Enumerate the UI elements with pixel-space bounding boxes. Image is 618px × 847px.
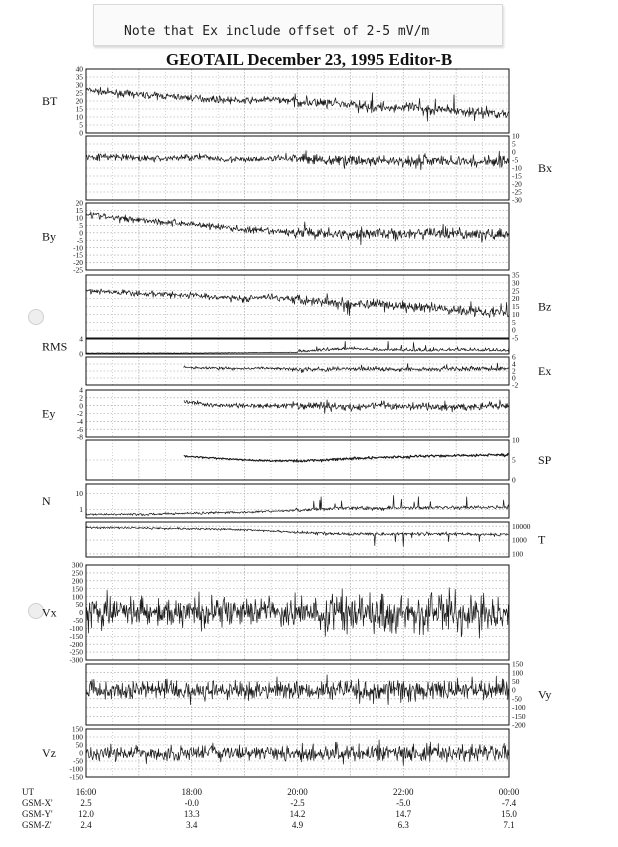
y-tick-label: -100 [512, 703, 526, 713]
y-tick-label: -6 [76, 424, 83, 434]
x-tick-label: -2.5 [290, 798, 305, 808]
y-tick-label: 10 [75, 489, 83, 499]
panel-T [86, 522, 546, 559]
panel-label: N [42, 494, 51, 508]
panel-label: Ex [538, 364, 552, 378]
y-tick-label: 15 [512, 302, 520, 312]
y-tick-label: 10 [512, 131, 520, 141]
panel-Vy [86, 660, 551, 730]
x-tick-label: 18:00 [181, 787, 203, 797]
panel-Vz [42, 725, 509, 782]
y-tick-label: -50 [512, 694, 522, 704]
panel-label: T [538, 532, 546, 547]
series-trace-SP [184, 454, 509, 463]
y-tick-label: -10 [73, 243, 83, 253]
y-tick-label: 0 [79, 748, 83, 758]
y-tick-label: 1000 [512, 535, 527, 545]
y-tick-label: -8 [76, 432, 83, 442]
y-tick-label: -5 [512, 333, 519, 343]
panel-label: Vx [42, 605, 57, 620]
y-tick-label: 25 [512, 286, 520, 296]
x-axis-row-1 [22, 798, 517, 808]
y-tick-label: -200 [69, 639, 83, 649]
y-tick-label: 0 [79, 128, 83, 138]
y-tick-label: -250 [69, 647, 83, 657]
y-tick-label: 5 [512, 317, 516, 327]
x-tick-label: 20:00 [287, 787, 308, 797]
y-tick-label: 0 [512, 475, 516, 485]
y-tick-label: -15 [512, 171, 522, 181]
y-tick-label: -100 [69, 764, 83, 774]
y-tick-label: 50 [512, 677, 520, 687]
note-text: Note that Ex include offset of 2-5 mV/m [124, 24, 430, 39]
y-tick-label: -10 [512, 163, 522, 173]
y-tick-label: 4 [79, 334, 83, 344]
panel-Ey [42, 386, 509, 442]
y-tick-label: 25 [75, 88, 83, 98]
x-tick-label: -0.0 [184, 798, 199, 808]
y-tick-label: 5 [512, 455, 516, 465]
y-tick-label: -200 [512, 720, 526, 730]
x-tick-label: -7.4 [501, 798, 517, 808]
y-tick-label: 150 [71, 724, 83, 734]
series-trace-Ey [184, 400, 509, 413]
y-tick-label: 0 [512, 373, 516, 383]
y-tick-label: -50 [73, 616, 83, 626]
y-tick-label: -5 [76, 235, 83, 245]
panel-Bx [86, 132, 552, 205]
y-tick-label: 200 [71, 576, 83, 586]
panel-label: RMS [42, 339, 68, 354]
panel-Ex [86, 353, 551, 390]
panel-SP [86, 436, 552, 485]
panel-Vx [42, 561, 509, 665]
y-tick-label: 0 [512, 325, 516, 335]
y-tick-label: -20 [73, 258, 83, 268]
y-tick-label: 100 [71, 732, 83, 742]
y-tick-label: 35 [512, 270, 520, 280]
x-axis-row-label: GSM-X' [22, 798, 53, 808]
x-axis-row-label: UT [22, 787, 34, 797]
y-tick-label: -150 [512, 711, 526, 721]
x-axis-row-3 [22, 820, 515, 830]
panel-By [42, 199, 509, 275]
y-tick-label: 20 [75, 96, 83, 106]
y-tick-label: -30 [512, 195, 522, 205]
panel-label: Vy [538, 687, 552, 702]
y-tick-label: 20 [75, 198, 83, 208]
panel-label: Ey [42, 406, 56, 421]
x-axis-row-label: GSM-Z' [22, 820, 52, 830]
panel-Bz [86, 271, 551, 343]
y-tick-label: 10 [75, 112, 83, 122]
panel-N [42, 484, 509, 518]
panel-BT [42, 65, 509, 138]
y-tick-label: 0 [79, 349, 83, 359]
y-tick-label: -150 [69, 631, 83, 641]
x-tick-label: 13.3 [183, 809, 200, 819]
x-tick-label: 4.9 [291, 820, 304, 830]
y-tick-label: -25 [512, 187, 522, 197]
x-axis-row-2 [22, 809, 517, 819]
y-tick-label: 300 [71, 560, 83, 570]
x-axis-row-label: GSM-Y' [22, 809, 53, 819]
y-tick-label: 250 [71, 568, 83, 578]
y-tick-label: -50 [73, 756, 83, 766]
y-tick-label: 5 [79, 120, 83, 130]
y-tick-label: 0 [79, 608, 83, 618]
x-tick-label: 7.1 [503, 820, 515, 830]
x-tick-label: 2.4 [80, 820, 92, 830]
panel-frame [86, 484, 509, 518]
x-tick-label: 15.0 [501, 809, 517, 819]
y-tick-label: 15 [75, 206, 83, 216]
y-tick-label: 10 [75, 213, 83, 223]
y-tick-label: 100 [512, 668, 524, 678]
y-tick-label: -100 [69, 623, 83, 633]
x-tick-label: 12.0 [78, 809, 94, 819]
x-tick-label: 22:00 [392, 787, 414, 797]
panel-label: Bx [538, 161, 553, 175]
y-tick-label: 4 [79, 385, 83, 395]
panel-label: By [42, 229, 57, 244]
panel-label: SP [538, 453, 552, 467]
x-tick-label: 14.7 [395, 809, 412, 819]
y-tick-label: 150 [512, 659, 524, 669]
y-tick-label: -300 [69, 655, 83, 665]
panel-label: Bz [538, 299, 552, 314]
y-tick-label: 0 [79, 401, 83, 411]
panel-frame [86, 522, 509, 557]
y-tick-label: 20 [512, 294, 520, 304]
y-tick-label: 5 [512, 139, 516, 149]
y-tick-label: 10 [512, 309, 520, 319]
y-tick-label: 40 [75, 64, 83, 74]
panel-label: BT [42, 94, 58, 108]
y-tick-label: -2 [76, 409, 83, 419]
x-tick-label: 00:00 [498, 787, 520, 797]
y-tick-label: -15 [73, 250, 83, 260]
y-tick-label: -150 [69, 772, 83, 782]
chart-title: GEOTAIL December 23, 1995 Editor-B [165, 50, 453, 69]
x-tick-label: 2.5 [80, 798, 92, 808]
y-tick-label: 35 [75, 72, 83, 82]
y-tick-label: 0 [79, 228, 83, 238]
y-tick-label: -20 [512, 179, 522, 189]
x-tick-label: 16:00 [75, 787, 97, 797]
y-tick-label: -4 [76, 416, 83, 426]
y-tick-label: 0 [512, 147, 516, 157]
x-tick-label: 14.2 [289, 809, 306, 819]
y-tick-label: 50 [75, 740, 83, 750]
y-tick-label: 30 [75, 80, 83, 90]
y-tick-label: 1 [79, 505, 83, 515]
y-tick-label: -25 [73, 265, 83, 275]
x-tick-label: -5.0 [396, 798, 411, 808]
panel-label: Vz [42, 746, 56, 760]
y-tick-label: 150 [71, 584, 83, 594]
y-tick-label: 10 [512, 435, 520, 445]
y-tick-label: 50 [75, 600, 83, 610]
y-tick-label: 100 [512, 549, 524, 559]
x-tick-label: 6.3 [397, 820, 409, 830]
y-tick-label: 5 [79, 220, 83, 230]
x-axis-row-0 [22, 787, 520, 797]
y-tick-label: -2 [512, 380, 519, 390]
y-tick-label: 2 [512, 366, 516, 376]
x-tick-label: 3.4 [186, 820, 198, 830]
y-tick-label: 30 [512, 278, 520, 288]
y-tick-label: 100 [71, 592, 83, 602]
y-tick-label: -5 [512, 155, 519, 165]
y-tick-label: 6 [512, 352, 516, 362]
y-tick-label: 0 [512, 685, 516, 695]
y-tick-label: 4 [512, 359, 516, 369]
y-tick-label: 2 [79, 393, 83, 403]
y-tick-label: 10000 [512, 521, 531, 531]
series-trace-BT [86, 87, 509, 121]
y-tick-label: 15 [75, 104, 83, 114]
